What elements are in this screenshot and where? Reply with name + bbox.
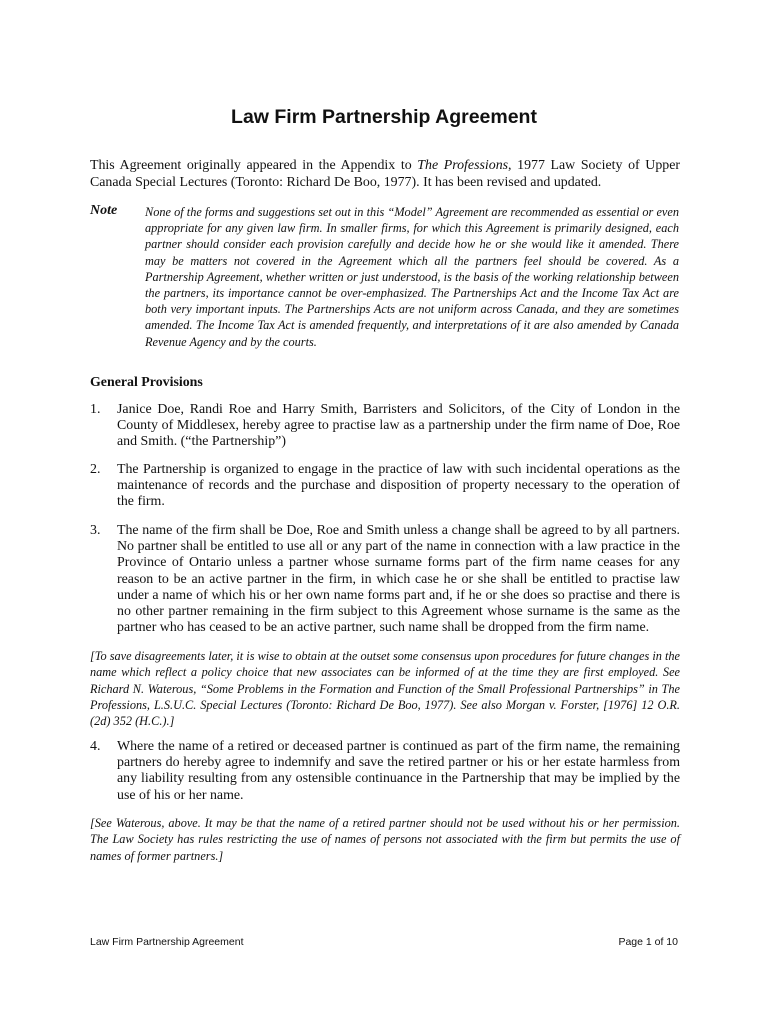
- provision-item-1: [90, 402, 680, 451]
- section-heading: General Provisions: [90, 375, 203, 390]
- provision-text: The Partnership is organized to engage in the practice of law with such incidental operations as the maintenance of records and the purchase and disposition of property necessary to the operation of the firm.: [117, 462, 680, 510]
- intro-text-end: , 1977 Law Society of Upper Canada Special Lectures (Toronto: Richard De Boo, 1977). It has been revised and updated.: [90, 158, 680, 191]
- provision-item-2: [90, 462, 680, 511]
- document-title: Law Firm Partnership Agreement: [231, 106, 537, 128]
- intro-publication-title: The Professions: [417, 158, 509, 173]
- provision-text: The name of the firm shall be Doe, Roe and Smith unless a change shall be agreed to by all partners. No partner shall be entitled to use all or any part of the name in connection with a law practice in the Province of Ontario unless a partner whose surname forms part of the firm name ceases for any reason to be an active partner in the firm, in which case he or she shall be entitled to practise law under a name of which his or her own name forms part and, if he or she does so practise and there is no other partner remaining in the firm subject to this Agreement whose surname is the same as the partner who has ceased to be an active partner, such name shall be dropped from the firm name.: [117, 523, 680, 636]
- provision-text: Where the name of a retired or deceased partner is continued as part of the firm name, the remaining partners do hereby agree to indemnify and save the retired partner or his or her estate harmless from any liability resulting from any ostensible continuance in the Partnership that may be implied by the use of his or her name.: [117, 739, 680, 803]
- provision-number: 4.: [90, 739, 101, 754]
- editorial-comment-2: [See Waterous, above. It may be that the name of a retired partner should not be used without his or her permission. The Law Society has rules restricting the use of names of persons not associated with the firm but permits the use of names of former partners.]: [90, 816, 680, 863]
- provision-item-4: [90, 739, 680, 804]
- footer-document-title: Law Firm Partnership Agreement: [90, 936, 244, 948]
- provision-number: 2.: [90, 462, 101, 477]
- intro-paragraph: [90, 157, 680, 191]
- provision-text: Janice Doe, Randi Roe and Harry Smith, Barristers and Solicitors, of the City of London in the County of Middlesex, hereby agree to practise law as a partnership under the firm name of Doe, Roe and Smith. (“the Partnership”): [117, 402, 680, 450]
- editorial-comment-1: [To save disagreements later, it is wise to obtain at the outset some consensus upon procedures for future changes in the name which reflect a policy choice that new associates can be informed of at the time they are first employed. See Richard N. Waterous, “Some Problems in the Formation and Function of the Small Professional Partnerships” in The Professions, L.S.U.C. Special Lectures (Toronto: Richard De Boo, 1977). See also Morgan v. Forster, [1976] 12 O.R. (2d) 352 (H.C.).]: [90, 649, 680, 729]
- footer-page-number: Page 1 of 10: [618, 936, 678, 948]
- provision-number: 1.: [90, 402, 101, 417]
- note-body: None of the forms and suggestions set out in this “Model” Agreement are recommended as essential or even appropriate for any given law firm. In smaller firms, for which this Agreement is primarily designed, each partner should consider each provision carefully and decide how he or she would like it amended. There may be matters not covered in the Agreement which all the partners feel should be covered. As a Partnership Agreement, whether written or just understood, is the basis of the working relationship between the partners, its importance cannot be over-emphasized. The Partnerships Act and the Income Tax Act are both very important inputs. The Partnerships Acts are not uniform across Canada, and they are sometimes amended. The Income Tax Act is amended frequently, and interpretations of it are also amended by Canada Revenue Agency and by the courts.: [145, 205, 679, 349]
- provision-item-3: [90, 523, 680, 636]
- provision-number: 3.: [90, 523, 101, 538]
- note-label: Note: [90, 203, 118, 218]
- intro-text-start: This Agreement originally appeared in the Appendix to: [90, 158, 418, 173]
